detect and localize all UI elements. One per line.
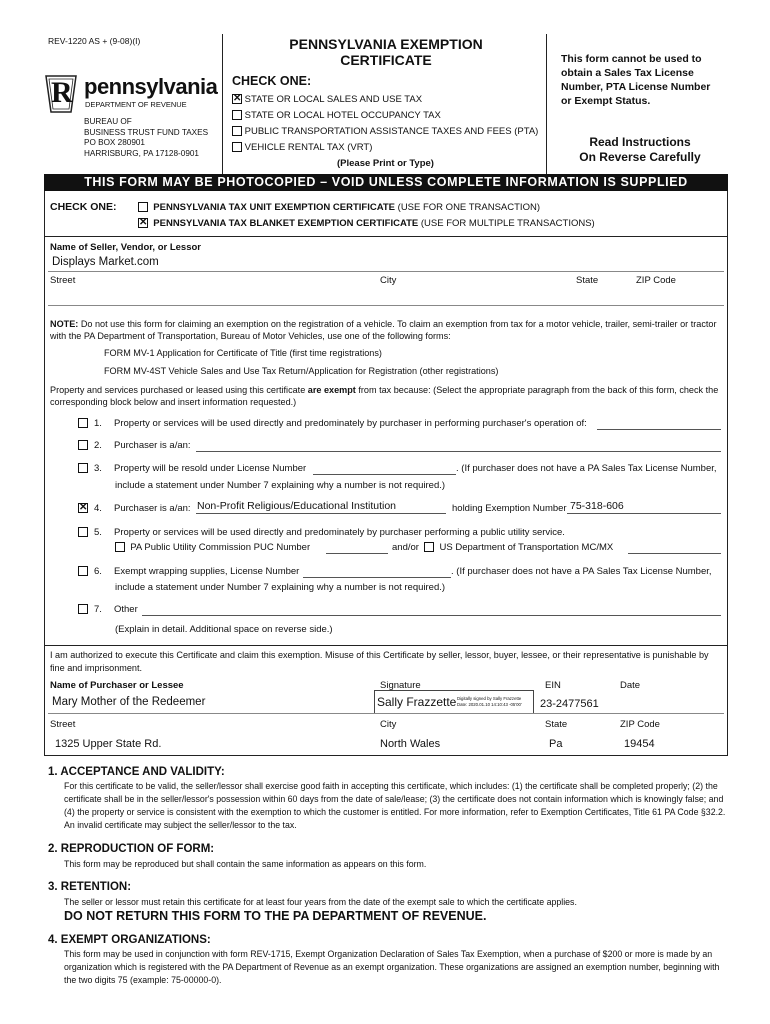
purchaser-type-field[interactable]: Non-Profit Religious/Educational Institution: [197, 500, 397, 512]
section-retention-title: 3. RETENTION:: [48, 881, 132, 893]
reason-6-note-2: include a statement under Number 7 explaining why a number is not required.): [115, 582, 446, 593]
andor-label: and/or US Department of Transportation MC/MX: [392, 542, 614, 553]
vrt-checkbox[interactable]: [232, 142, 242, 152]
seller-name[interactable]: Displays Market.com: [52, 256, 159, 268]
reason-6-license-field[interactable]: [303, 577, 451, 578]
reason-2-field[interactable]: [196, 451, 721, 452]
section-exempt-orgs-text: This form may be used in conjunction with form REV-1715, Exempt Organization Declaration of Sales Tax Exemption, when a purchase of $200 or more is made by an organization which is registered with the PA Department of Revenue as an exempt organization. These organizations are assigned an exemption number, beginning with the two digits 75 (example: 75-00000-0).: [64, 949, 720, 985]
purchaser-city-field[interactable]: North Wales: [380, 738, 441, 750]
purchaser-street-field[interactable]: 1325 Upper State Rd.: [55, 738, 162, 750]
logo-letter: R: [51, 76, 73, 109]
unit-cert-option[interactable]: PENNSYLVANIA TAX UNIT EXEMPTION CERTIFICATE (USE FOR ONE TRANSACTION): [138, 200, 595, 216]
reason-6-note: . (If purchaser does not have a PA Sales Tax License Number,: [451, 566, 712, 577]
sales-tax-checkbox[interactable]: [232, 94, 242, 104]
reason-2-checkbox[interactable]: [78, 440, 88, 450]
reason-3[interactable]: 3. Property will be resold under License Number: [78, 463, 306, 474]
reason-6-checkbox[interactable]: [78, 566, 88, 576]
reason-1-checkbox[interactable]: [78, 418, 88, 428]
do-not-return: DO NOT RETURN THIS FORM TO THE PA DEPARTMENT OF REVENUE.: [64, 909, 487, 923]
tax-option-hotel[interactable]: STATE OR LOCAL HOTEL OCCUPANCY TAX: [232, 108, 538, 124]
section-reproduction-text: This form may be reproduced but shall contain the same information as appears on this form.: [64, 859, 427, 869]
reason-3-note-2: include a statement under Number 7 explaining why a number is not required.): [115, 480, 446, 491]
tax-check-heading: CHECK ONE:: [232, 74, 312, 88]
tax-option-sales[interactable]: ✕ STATE OR LOCAL SALES AND USE TAX: [232, 92, 538, 108]
tax-option-pta[interactable]: PUBLIC TRANSPORTATION ASSISTANCE TAXES AND FEES (PTA): [232, 124, 538, 140]
puc-number-field[interactable]: [326, 553, 388, 554]
holding-label: holding Exemption Number: [452, 503, 567, 514]
purchaser-city-label: City: [380, 719, 397, 730]
exempt-intro: Property and services purchased or leased using this certificate are exempt from tax because: (Select the appropriate paragraph from the back of this form, check the corresponding block below and insert information requested.): [50, 385, 719, 407]
blanket-cert-option[interactable]: ✕ PENNSYLVANIA TAX BLANKET EXEMPTION CERTIFICATE (USE FOR MULTIPLE TRANSACTIONS): [138, 216, 595, 232]
purchaser-zip-field[interactable]: 19454: [624, 738, 655, 750]
reason-4-checkbox[interactable]: [78, 503, 88, 513]
purchaser-state-label: State: [545, 719, 568, 730]
reason-4[interactable]: ✕4. Purchaser is a/an:: [78, 503, 191, 514]
notice-box: This form cannot be used to obtain a Sales Tax License Number, PTA License Number or Exempt Status.: [561, 53, 711, 107]
reason-5-checkbox[interactable]: [78, 527, 88, 537]
purchaser-name-field[interactable]: Mary Mother of the Redeemer: [52, 696, 206, 708]
bureau-address: BUREAU OF BUSINESS TRUST FUND TAXES PO BOX 280901 HARRISBURG, PA 17128-0901: [84, 117, 209, 158]
exemption-number-field[interactable]: 75-318-606: [570, 500, 624, 512]
tax-type-options: [232, 92, 538, 156]
reason-3-note: . (If purchaser does not have a PA Sales Tax License Number,: [456, 463, 717, 474]
hotel-tax-checkbox[interactable]: [232, 110, 242, 120]
signature-field[interactable]: [374, 690, 534, 714]
pa-logo: [44, 74, 78, 114]
date-label: Date: [620, 680, 641, 691]
reason-3-license-field[interactable]: [313, 474, 456, 475]
tax-option-vrt[interactable]: VEHICLE RENTAL TAX (VRT): [232, 140, 538, 156]
logo-dept: DEPARTMENT OF REVENUE: [85, 100, 187, 109]
purchaser-street-label: Street: [50, 719, 76, 730]
form-mv1: FORM MV-1 Application for Certificate of Title (first time registrations): [104, 348, 382, 358]
purchaser-zip-label: ZIP Code: [620, 719, 660, 730]
seller-street-label: Street: [50, 275, 76, 286]
banner: THIS FORM MAY BE PHOTOCOPIED – VOID UNLESS COMPLETE INFORMATION IS SUPPLIED: [44, 174, 728, 191]
authorization-text: I am authorized to execute this Certificate and claim this exemption. Misuse of this Certificate by seller, lessor, buyer, lessee, or their representative is punishable by fine and imprisonment.: [50, 650, 709, 673]
blanket-cert-checkbox[interactable]: [138, 218, 148, 228]
seller-zip-label: ZIP Code: [636, 275, 676, 286]
reason-7[interactable]: 7. Other: [78, 604, 138, 615]
pta-checkbox[interactable]: [232, 126, 242, 136]
reason-6[interactable]: 6. Exempt wrapping supplies, License Number: [78, 566, 299, 577]
purchaser-name-label: Name of Purchaser or Lessee: [50, 680, 184, 691]
cert-type-options: [138, 200, 595, 232]
dot-number-field[interactable]: [628, 553, 721, 554]
reason-7-checkbox[interactable]: [78, 604, 88, 614]
purchaser-state-field[interactable]: Pa: [549, 738, 563, 750]
form-code: REV-1220 AS + (9-08)(I): [48, 36, 141, 46]
digital-signature-stamp: Digitally signed by Sally Frazzette Date: 2020.01.10 14:10:43 -05'00': [457, 696, 522, 707]
reason-3-checkbox[interactable]: [78, 463, 88, 473]
form-mv4st: FORM MV-4ST Vehicle Sales and Use Tax Return/Application for Registration (other registrations): [104, 366, 499, 376]
signature-name: Sally Frazzette: [377, 695, 457, 709]
puc-row: PA Public Utility Commission PUC Number: [115, 542, 310, 553]
reason-1[interactable]: 1. Property or services will be used directly and predominately by purchaser in performing purchaser's operation of:: [78, 418, 587, 429]
unit-cert-checkbox[interactable]: [138, 202, 148, 212]
seller-label: Name of Seller, Vendor, or Lessor: [50, 242, 202, 253]
seller-state-label: State: [576, 275, 599, 286]
reason-5[interactable]: 5. Property or services will be used directly and predominately by purchaser performing a public utility service.: [78, 527, 565, 538]
read-instructions: Read Instructions On Reverse Carefully: [579, 135, 701, 164]
signature-label: Signature: [380, 680, 421, 691]
section-retention-text: The seller or lessor must retain this certificate for at least four years from the date of the exempt sale to which the certificate applies.: [64, 897, 577, 907]
reason-7-note: (Explain in detail. Additional space on reverse side.): [115, 624, 333, 635]
section-exempt-orgs-title: 4. EXEMPT ORGANIZATIONS:: [48, 934, 211, 946]
reason-2[interactable]: 2. Purchaser is a/an:: [78, 440, 191, 451]
reason-7-field[interactable]: [142, 615, 721, 616]
ein-field[interactable]: 23-2477561: [540, 698, 599, 710]
section-reproduction-title: 2. REPRODUCTION OF FORM:: [48, 843, 215, 855]
reason-1-field[interactable]: [597, 429, 721, 430]
section-acceptance-title: 1. ACCEPTANCE AND VALIDITY:: [48, 766, 225, 778]
section-acceptance-text: For this certificate to be valid, the seller/lessor shall exercise good faith in accepting this certificate, which includes: (1) the certificate shall be completed properly; (2) the certificate shall be in the seller/lessor's possession within 60 days from the date of sale/lease; (3) the certificate does not contain information which is knowingly false; and (4) the property or service is consistent with the exemption to which the customer is entitled. For more information, refer to Exemption Certificates, Title 61 PA Code §32.2. An invalid certificate may subject the seller/lessor to the tax.: [64, 781, 726, 830]
seller-city-label: City: [380, 275, 397, 286]
vehicle-note: NOTE: Do not use this form for claiming an exemption on the registration of a vehicle. To claim an exemption from tax for a motor vehicle, trailer, semi-trailer or tractor with the PA Department of Transportation, Bureau of Motor Vehicles, use one of the following forms:: [50, 319, 717, 341]
cert-check-heading: CHECK ONE:: [50, 201, 117, 213]
ein-label: EIN: [545, 680, 561, 691]
dot-checkbox[interactable]: [424, 542, 434, 552]
puc-checkbox[interactable]: [115, 542, 125, 552]
page-title: PENNSYLVANIA EXEMPTION CERTIFICATE: [289, 36, 483, 68]
logo-name: pennsylvania: [84, 74, 218, 99]
print-note: (Please Print or Type): [337, 158, 434, 169]
